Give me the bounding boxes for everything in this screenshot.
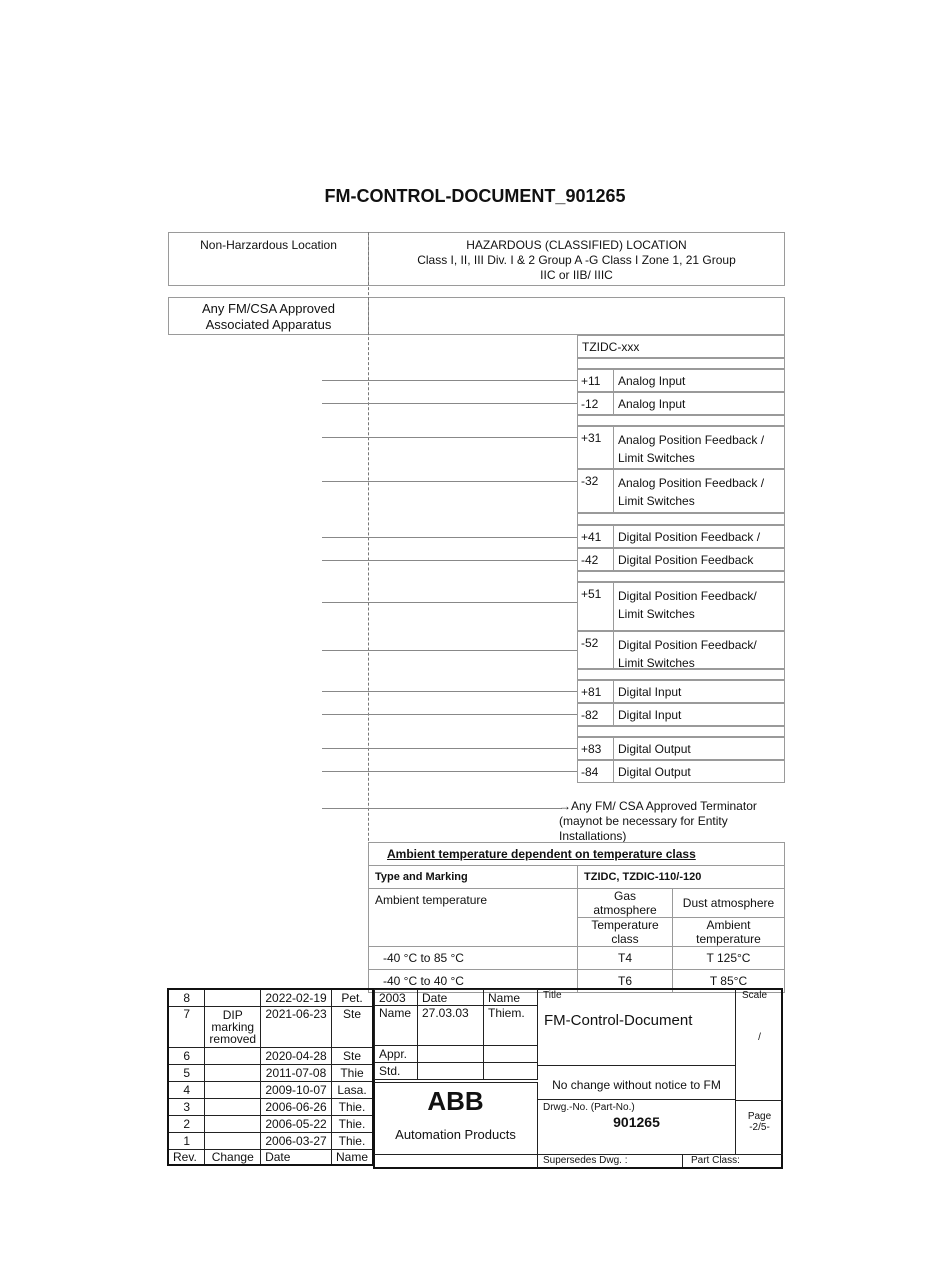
spacer-row	[577, 726, 785, 737]
table-row	[168, 1006, 373, 1047]
drawing-number: 901265	[613, 1114, 660, 1130]
wire-32	[322, 481, 577, 482]
table-row	[168, 989, 373, 1006]
rev-name: Ste	[331, 1006, 373, 1047]
ambient-label: Ambient temperature	[369, 889, 578, 947]
terminal-label: Digital Position Feedback/ Limit Switches	[618, 638, 757, 670]
rev-change	[205, 1064, 261, 1081]
rev-date: 2006-05-22	[261, 1115, 332, 1132]
wire-82	[322, 714, 577, 715]
terminal-row	[577, 703, 785, 726]
wire-83	[322, 748, 577, 749]
table-row	[168, 1132, 373, 1149]
device-name-row	[577, 335, 785, 358]
terminal-label: Digital Position Feedback /	[618, 530, 761, 544]
wire-51	[322, 602, 577, 603]
hazardous-box	[368, 232, 785, 286]
terminator-note: →Any FM/ CSA Approved Terminator (maynot be necessary for Entity Installations)	[559, 799, 757, 843]
approval-table	[374, 989, 538, 1080]
rev-number: 7	[168, 1006, 205, 1047]
rev-change	[205, 1081, 261, 1098]
scale-value: /	[758, 1032, 761, 1043]
dust-temp: T 125°C	[673, 947, 785, 970]
document-title: FM-CONTROL-DOCUMENT_901265	[324, 186, 626, 206]
terminal-number: -12	[581, 397, 599, 411]
terminal-row	[577, 582, 785, 631]
terminal-label: Analog Input	[618, 397, 686, 411]
name-date: 27.03.03	[418, 1006, 484, 1046]
gas-class: T6	[578, 970, 673, 993]
rev-number: 6	[168, 1047, 205, 1064]
terminal-label: Digital Position Feedback/ Limit Switches	[618, 589, 757, 621]
terminal-row	[577, 760, 785, 783]
rev-change	[205, 1047, 261, 1064]
rev-number: 1	[168, 1132, 205, 1149]
terminal-number: -32	[581, 474, 599, 488]
company-block	[374, 1082, 538, 1155]
apparatus-line-1: Any FM/CSA Approved	[202, 301, 335, 316]
terminal-row	[577, 525, 785, 548]
wire-84	[322, 771, 577, 772]
temperature-table-heading: Ambient temperature dependent on temperature class	[369, 843, 785, 866]
rev-date: 2006-03-27	[261, 1132, 332, 1149]
terminal-label: Analog Position Feedback / Limit Switches	[618, 433, 765, 465]
hazardous-line-1: HAZARDOUS (CLASSIFIED) LOCATION	[466, 238, 687, 252]
std-label: Std.	[375, 1063, 418, 1080]
page-value: -2/5-	[749, 1122, 770, 1133]
rev-date: 2020-04-28	[261, 1047, 332, 1064]
terminal-number: +81	[581, 685, 602, 699]
type-marking-label: Type and Marking	[369, 866, 578, 889]
terminal-row	[577, 369, 785, 392]
part-class-label: Part Class:	[691, 1155, 740, 1166]
revision-table	[167, 988, 374, 1166]
terminal-number: +11	[581, 374, 601, 388]
rev-date: 2022-02-19	[261, 989, 332, 1006]
division-name: Automation Products	[395, 1127, 516, 1142]
table-row	[369, 947, 785, 970]
device-name: TZIDC-xxx	[582, 340, 640, 354]
change-header: Change	[205, 1149, 261, 1165]
rev-name: Thie.	[331, 1132, 373, 1149]
rev-number: 3	[168, 1098, 205, 1115]
rev-change	[205, 1132, 261, 1149]
table-row	[168, 1098, 373, 1115]
spacer-row	[577, 669, 785, 680]
terminal-row	[577, 737, 785, 760]
table-row	[168, 1081, 373, 1098]
rev-number: 8	[168, 989, 205, 1006]
temperature-table	[368, 842, 785, 993]
wire-12	[322, 403, 577, 404]
terminal-label: Digital Input	[618, 708, 682, 722]
drawing-title: FM-Control-Document	[544, 1012, 693, 1029]
page-label: Page	[747, 1111, 772, 1122]
part-class-cell	[683, 1155, 782, 1167]
rev-name: Ste	[331, 1047, 373, 1064]
year: 2003	[375, 990, 418, 1006]
terminal-label: Analog Position Feedback / Limit Switches	[618, 476, 765, 508]
terminal-label: Digital Output	[618, 742, 691, 756]
rev-change	[205, 1098, 261, 1115]
ambient-temperature-header: Ambient temperature	[673, 918, 785, 947]
terminal-number: -82	[581, 708, 599, 722]
dust-atmosphere-header: Dust atmosphere	[673, 889, 785, 918]
rev-name: Lasa.	[331, 1081, 373, 1098]
rev-header: Rev.	[168, 1149, 205, 1165]
temperature-class-header: Temperature class	[578, 918, 673, 947]
terminal-number: +41	[581, 530, 602, 544]
rev-date: 2011-07-08	[261, 1064, 332, 1081]
notice-text: No change without notice to FM	[552, 1078, 721, 1092]
name-value: Thiem.	[484, 1006, 538, 1046]
name-label: Name	[484, 990, 538, 1006]
hazardous-line-3: IIC or IIB/ IIIC	[540, 268, 613, 282]
title-cell	[538, 989, 735, 1066]
terminal-number: -84	[581, 765, 599, 779]
rev-name: Thie	[331, 1064, 373, 1081]
terminal-row	[577, 548, 785, 571]
apparatus-line-2: Associated Apparatus	[205, 317, 332, 332]
terminal-row	[577, 469, 785, 513]
rev-name: Thie.	[331, 1098, 373, 1115]
table-row	[168, 1064, 373, 1081]
spacer-row	[577, 358, 785, 369]
terminal-number: +31	[581, 431, 602, 445]
terminal-label: Digital Position Feedback	[618, 553, 754, 567]
terminal-label: Analog Input	[618, 374, 686, 388]
wire-52	[322, 650, 577, 651]
associated-apparatus-box	[168, 297, 369, 335]
rev-date: 2021-06-23	[261, 1006, 332, 1047]
rev-change	[205, 989, 261, 1006]
hazardous-line-2: Class I, II, III Div. I & 2 Group A -G Class I Zone 1, 21 Group	[417, 253, 736, 267]
terminal-row	[577, 392, 785, 415]
terminal-number: -52	[581, 636, 599, 650]
table-row	[168, 1047, 373, 1064]
rev-number: 4	[168, 1081, 205, 1098]
scale-label: Scale	[742, 990, 768, 1001]
wire-42	[322, 560, 577, 561]
wire-41	[322, 537, 577, 538]
notice-cell	[538, 1066, 735, 1100]
supersedes-cell	[538, 1155, 683, 1167]
supersedes-label: Supersedes Dwg. :	[543, 1155, 628, 1166]
gas-class: T4	[578, 947, 673, 970]
drwg-label: Drwg.-No. (Part-No.)	[543, 1102, 635, 1113]
rev-change	[205, 1115, 261, 1132]
model-label: TZIDC, TZDIC-110/-120	[578, 866, 785, 889]
rev-change: DIP marking removed	[205, 1006, 261, 1047]
name-header: Name	[331, 1149, 373, 1165]
terminal-label: Digital Input	[618, 685, 682, 699]
rev-number: 5	[168, 1064, 205, 1081]
date-label: Date	[418, 990, 484, 1006]
rev-name: Pet.	[331, 989, 373, 1006]
non-hazardous-box	[168, 232, 369, 286]
rev-date: 2009-10-07	[261, 1081, 332, 1098]
hazardous-side-box	[368, 297, 785, 335]
temp-range: -40 °C to 40 °C	[369, 970, 578, 993]
gas-atmosphere-header: Gas atmosphere	[578, 889, 673, 918]
terminal-number: -42	[581, 553, 599, 567]
terminal-label: Digital Output	[618, 765, 691, 779]
rev-date: 2006-06-26	[261, 1098, 332, 1115]
scale-cell	[735, 989, 783, 1101]
name-row-label: Name	[375, 1006, 418, 1046]
bottom-left-cell	[374, 1154, 538, 1168]
dust-temp: T 85°C	[673, 970, 785, 993]
wire-11	[322, 380, 577, 381]
wire-81	[322, 691, 577, 692]
terminal-number: +83	[581, 742, 602, 756]
temp-range: -40 °C to 85 °C	[369, 947, 578, 970]
drawing-number-cell	[538, 1101, 735, 1155]
terminator-wire	[322, 808, 562, 809]
rev-number: 2	[168, 1115, 205, 1132]
spacer-row	[577, 513, 785, 525]
wire-31	[322, 437, 577, 438]
table-row	[168, 1115, 373, 1132]
spacer-row	[577, 415, 785, 426]
terminal-row	[577, 426, 785, 469]
rev-name: Thie.	[331, 1115, 373, 1132]
terminal-number: +51	[581, 587, 602, 601]
non-hazardous-label: Non-Harzardous Location	[200, 238, 337, 252]
terminal-row	[577, 631, 785, 669]
spacer-row	[577, 571, 785, 582]
company-logo: ABB	[427, 1086, 484, 1116]
page-cell	[735, 1101, 783, 1155]
title-label: Title	[543, 990, 562, 1001]
revision-header-row	[168, 1149, 373, 1165]
terminal-row	[577, 680, 785, 703]
date-header: Date	[261, 1149, 332, 1165]
appr-label: Appr.	[375, 1046, 418, 1063]
